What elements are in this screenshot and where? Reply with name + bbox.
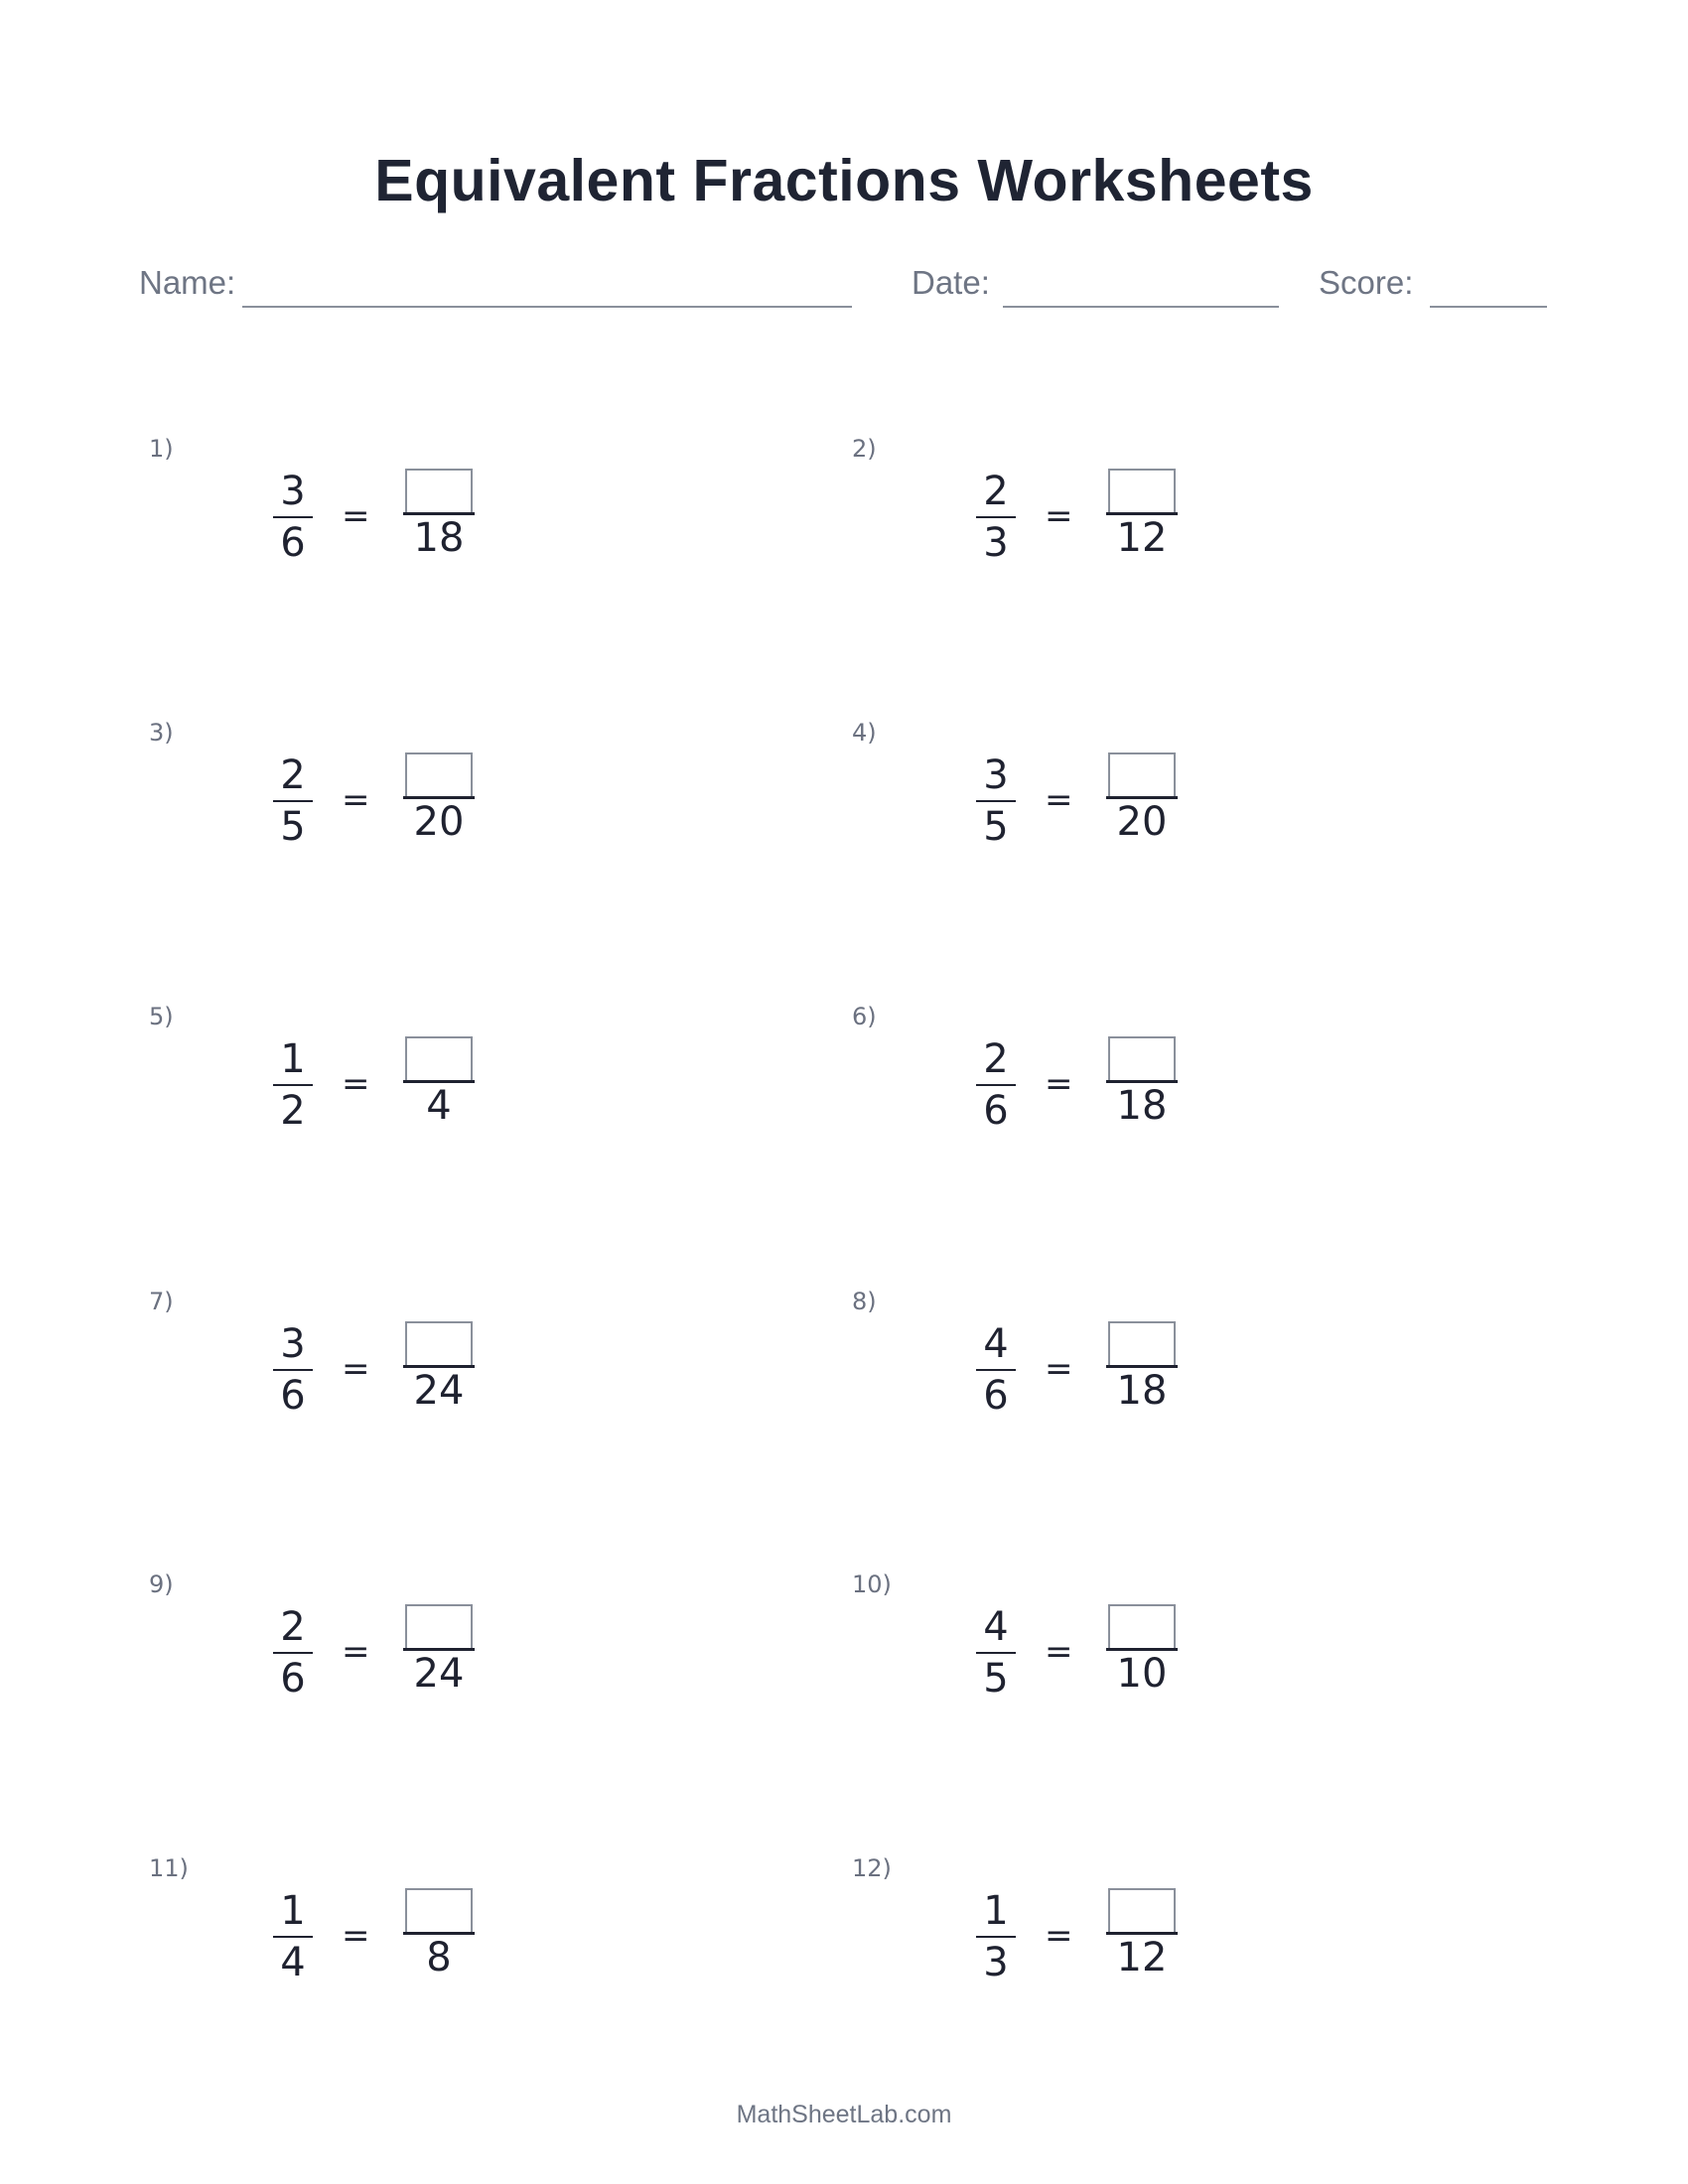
answer-numerator-box[interactable] (1108, 752, 1176, 796)
answer-numerator-box[interactable] (1108, 1321, 1176, 1365)
equals-sign: = (1045, 1349, 1073, 1389)
problem-10 (852, 1570, 1448, 1749)
given-fraction (273, 1888, 313, 1985)
problem-number: 8) (852, 1288, 877, 1315)
answer-numerator-box[interactable] (1108, 469, 1176, 512)
target-denominator: 8 (426, 1935, 452, 1980)
given-fraction (976, 752, 1016, 850)
given-numerator: 4 (983, 1321, 1009, 1367)
date-field[interactable] (912, 264, 1279, 308)
given-denominator: 6 (280, 520, 306, 566)
answer-fraction (403, 469, 475, 561)
footer-site: MathSheetLab.com (736, 2101, 952, 2128)
given-denominator: 6 (280, 1373, 306, 1419)
problem-number: 7) (149, 1288, 174, 1315)
equals-sign: = (1045, 1632, 1073, 1672)
answer-numerator-box[interactable] (405, 469, 473, 512)
answer-numerator-box[interactable] (405, 1036, 473, 1080)
answer-fraction (1106, 469, 1178, 561)
answer-fraction (1106, 752, 1178, 845)
answer-fraction (403, 1036, 475, 1129)
problem-number: 10) (852, 1570, 892, 1598)
equals-sign: = (1045, 780, 1073, 820)
answer-numerator-box[interactable] (405, 1888, 473, 1932)
target-denominator: 18 (413, 515, 465, 561)
score-field[interactable] (1319, 264, 1547, 308)
target-denominator: 18 (1116, 1368, 1168, 1414)
answer-numerator-box[interactable] (1108, 1036, 1176, 1080)
given-fraction (273, 1321, 313, 1419)
answer-fraction (1106, 1604, 1178, 1697)
target-denominator: 10 (1116, 1651, 1168, 1697)
fraction-bar (273, 1936, 313, 1938)
fraction-bar (976, 1369, 1016, 1371)
given-numerator: 3 (280, 1321, 306, 1367)
given-fraction (273, 469, 313, 566)
fraction-bar (273, 1084, 313, 1086)
fraction-bar (273, 800, 313, 802)
answer-fraction (403, 752, 475, 845)
given-denominator: 4 (280, 1940, 306, 1985)
given-fraction (976, 1036, 1016, 1134)
problem-number: 11) (149, 1854, 189, 1882)
target-denominator: 18 (1116, 1083, 1168, 1129)
answer-fraction (403, 1888, 475, 1980)
given-fraction (273, 752, 313, 850)
target-denominator: 4 (426, 1083, 452, 1129)
given-fraction (273, 1036, 313, 1134)
equals-sign: = (342, 1916, 370, 1956)
fraction-bar (273, 516, 313, 518)
given-denominator: 6 (983, 1088, 1009, 1134)
problem-number: 1) (149, 435, 174, 463)
equals-sign: = (1045, 1064, 1073, 1104)
given-denominator: 6 (983, 1373, 1009, 1419)
fraction-bar (976, 516, 1016, 518)
given-fraction (273, 1604, 313, 1702)
answer-numerator-box[interactable] (405, 1321, 473, 1365)
given-numerator: 2 (983, 469, 1009, 514)
given-denominator: 3 (983, 520, 1009, 566)
equals-sign: = (342, 1349, 370, 1389)
fraction-bar (273, 1369, 313, 1371)
problem-number: 9) (149, 1570, 174, 1598)
name-field[interactable] (139, 264, 852, 308)
equals-sign: = (342, 780, 370, 820)
problem-number: 12) (852, 1854, 892, 1882)
given-fraction (976, 1604, 1016, 1702)
date-line[interactable] (1003, 306, 1279, 308)
answer-fraction (1106, 1036, 1178, 1129)
problem-11 (149, 1854, 745, 2033)
target-denominator: 12 (1116, 515, 1168, 561)
answer-fraction (1106, 1888, 1178, 1980)
problem-1 (149, 435, 745, 614)
given-numerator: 2 (983, 1036, 1009, 1082)
given-fraction (976, 469, 1016, 566)
answer-numerator-box[interactable] (405, 1604, 473, 1648)
problem-4 (852, 719, 1448, 897)
answer-fraction (403, 1604, 475, 1697)
given-denominator: 5 (983, 804, 1009, 850)
score-line[interactable] (1430, 306, 1547, 308)
problem-number: 4) (852, 719, 877, 747)
score-label: Score: (1319, 264, 1414, 301)
given-numerator: 4 (983, 1604, 1009, 1650)
equals-sign: = (1045, 1916, 1073, 1956)
given-fraction (976, 1888, 1016, 1985)
problem-12 (852, 1854, 1448, 2033)
fraction-bar (976, 1936, 1016, 1938)
date-label: Date: (912, 264, 990, 301)
answer-fraction (403, 1321, 475, 1414)
equals-sign: = (342, 1064, 370, 1104)
given-numerator: 1 (280, 1036, 306, 1082)
given-denominator: 6 (280, 1656, 306, 1702)
name-label: Name: (139, 264, 236, 301)
worksheet-title: Equivalent Fractions Worksheets (374, 148, 1314, 213)
answer-numerator-box[interactable] (1108, 1604, 1176, 1648)
answer-numerator-box[interactable] (405, 752, 473, 796)
fraction-bar (976, 800, 1016, 802)
target-denominator: 20 (1116, 799, 1168, 845)
problem-8 (852, 1288, 1448, 1466)
given-numerator: 2 (280, 752, 306, 798)
problem-number: 6) (852, 1003, 877, 1030)
problem-number: 5) (149, 1003, 174, 1030)
problem-9 (149, 1570, 745, 1749)
problem-number: 2) (852, 435, 877, 463)
target-denominator: 24 (413, 1368, 465, 1414)
problem-3 (149, 719, 745, 897)
given-numerator: 1 (280, 1888, 306, 1934)
given-fraction (976, 1321, 1016, 1419)
name-line[interactable] (242, 306, 852, 308)
given-numerator: 2 (280, 1604, 306, 1650)
given-numerator: 3 (280, 469, 306, 514)
fraction-bar (976, 1084, 1016, 1086)
problem-2 (852, 435, 1448, 614)
problem-7 (149, 1288, 745, 1466)
given-denominator: 5 (983, 1656, 1009, 1702)
given-denominator: 5 (280, 804, 306, 850)
answer-fraction (1106, 1321, 1178, 1414)
target-denominator: 24 (413, 1651, 465, 1697)
problem-number: 3) (149, 719, 174, 747)
fraction-bar (976, 1652, 1016, 1654)
problem-6 (852, 1003, 1448, 1181)
equals-sign: = (342, 496, 370, 536)
given-denominator: 2 (280, 1088, 306, 1134)
answer-numerator-box[interactable] (1108, 1888, 1176, 1932)
target-denominator: 12 (1116, 1935, 1168, 1980)
given-denominator: 3 (983, 1940, 1009, 1985)
equals-sign: = (1045, 496, 1073, 536)
problem-5 (149, 1003, 745, 1181)
fraction-bar (273, 1652, 313, 1654)
given-numerator: 3 (983, 752, 1009, 798)
given-numerator: 1 (983, 1888, 1009, 1934)
target-denominator: 20 (413, 799, 465, 845)
equals-sign: = (342, 1632, 370, 1672)
